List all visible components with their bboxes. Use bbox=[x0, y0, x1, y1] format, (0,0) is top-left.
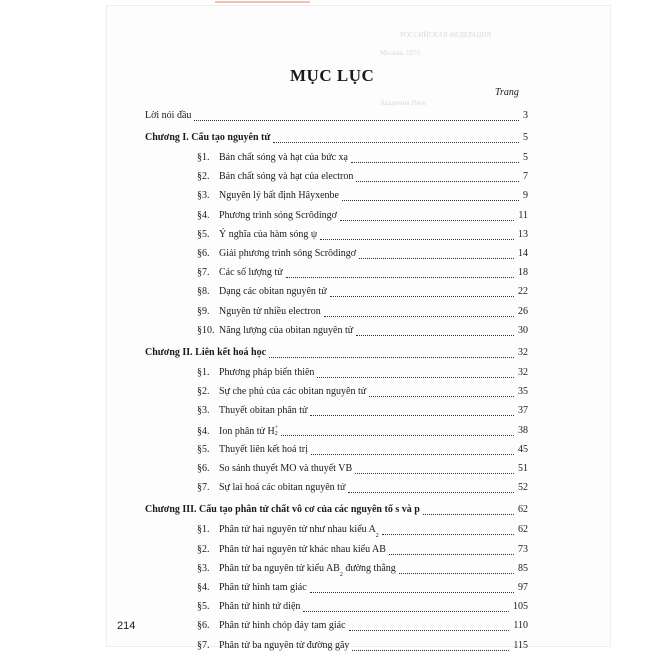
toc-section-row bbox=[0, 581, 651, 597]
dot-leader bbox=[355, 473, 514, 474]
toc-section-row bbox=[0, 170, 651, 186]
dot-leader bbox=[286, 277, 514, 278]
entry-text: Dạng các obitan nguyên tử bbox=[219, 286, 327, 298]
dot-leader bbox=[351, 162, 519, 163]
toc-page-number: 51 bbox=[518, 463, 528, 474]
toc-page-number: 35 bbox=[518, 386, 528, 398]
toc-entry-label bbox=[197, 190, 339, 202]
section-number: §5. bbox=[197, 228, 210, 240]
dot-leader bbox=[310, 592, 514, 593]
toc-section-row bbox=[0, 228, 651, 244]
section-number: §4. bbox=[197, 209, 210, 221]
toc-entry-label bbox=[197, 267, 283, 279]
toc-page-number: 73 bbox=[518, 543, 528, 555]
toc-entry-label bbox=[197, 524, 379, 539]
toc-section-row bbox=[0, 619, 651, 635]
dot-leader bbox=[356, 335, 514, 336]
section-number: §5. bbox=[197, 443, 210, 455]
toc-entry-label bbox=[197, 210, 337, 222]
toc-entry-label bbox=[145, 110, 191, 122]
toc-page-number: 62 bbox=[518, 504, 528, 516]
section-number: §6. bbox=[197, 620, 210, 632]
entry-text: Ý nghĩa của hàm sóng ψ bbox=[219, 228, 318, 240]
entry-text: Phân tử hình chóp đáy tam giác bbox=[219, 620, 346, 632]
toc-entry-label bbox=[145, 347, 266, 359]
dot-leader bbox=[310, 415, 514, 416]
dot-leader bbox=[340, 220, 514, 221]
entry-text: Bản chất sóng và hạt của bức xạ bbox=[219, 152, 348, 163]
toc-chapter-row bbox=[0, 131, 651, 147]
entry-text: Phân tử ba nguyên tử kiểu AB bbox=[219, 562, 340, 574]
dot-leader bbox=[320, 239, 514, 240]
section-number: §9. bbox=[197, 305, 210, 317]
toc-entry-label bbox=[197, 286, 327, 298]
section-number: §4. bbox=[197, 425, 210, 437]
dot-leader bbox=[423, 514, 514, 515]
entry-text: Giải phương trình sóng Scrôdingơ bbox=[219, 248, 357, 259]
superscript: + bbox=[274, 424, 279, 431]
entry-text: Các số lượng tử bbox=[219, 267, 283, 279]
toc-entry-label bbox=[197, 425, 278, 438]
toc-section-row bbox=[0, 424, 651, 440]
toc-entry-label bbox=[197, 306, 321, 318]
subscript: 2 bbox=[375, 533, 379, 540]
toc-preface-row bbox=[0, 109, 651, 125]
dot-leader bbox=[369, 396, 514, 397]
toc-section-row bbox=[0, 366, 651, 382]
dot-leader bbox=[389, 554, 514, 555]
toc-page-number: 97 bbox=[518, 582, 528, 593]
section-number: §5. bbox=[197, 601, 210, 613]
toc-page-number: 52 bbox=[518, 482, 528, 494]
entry-text: Sự lai hoá các obitan nguyên tử bbox=[219, 482, 346, 494]
toc-entry-label bbox=[197, 640, 349, 652]
toc-entry-label bbox=[197, 405, 307, 417]
dot-leader bbox=[359, 258, 514, 259]
toc-entry-label bbox=[197, 463, 352, 475]
dot-leader bbox=[349, 630, 510, 631]
dot-leader bbox=[194, 120, 519, 121]
toc-page-number: 26 bbox=[518, 305, 528, 317]
dot-leader bbox=[324, 316, 514, 317]
toc-page-number: 7 bbox=[523, 171, 528, 183]
section-number: §6. bbox=[197, 463, 210, 474]
section-number: §1. bbox=[197, 524, 210, 536]
toc-page-number: 5 bbox=[523, 132, 528, 143]
toc-chapter-row bbox=[0, 503, 651, 519]
toc-section-row bbox=[0, 481, 651, 497]
toc-entry-label bbox=[197, 248, 356, 260]
toc-page-number: 3 bbox=[523, 110, 528, 121]
toc-entry-label bbox=[145, 132, 270, 144]
entry-text: Lời nói đầu bbox=[145, 110, 192, 121]
entry-text: Chương II. Liên kết hoá học bbox=[145, 347, 267, 358]
page-title: MỤC LỤC bbox=[290, 66, 375, 85]
toc-entry-label bbox=[197, 601, 300, 613]
page-column-header: Trang bbox=[495, 87, 519, 98]
toc-page-number: 38 bbox=[518, 424, 528, 436]
section-number: §6. bbox=[197, 248, 210, 259]
entry-text: Ion phân tử H bbox=[219, 425, 275, 437]
toc-section-row bbox=[0, 523, 651, 539]
toc-entry-label bbox=[197, 229, 317, 241]
toc-section-row bbox=[0, 266, 651, 282]
toc-chapter-row bbox=[0, 346, 651, 362]
dot-leader bbox=[273, 142, 519, 143]
section-number: §10. bbox=[197, 324, 215, 336]
toc-page-number: 22 bbox=[518, 286, 528, 298]
toc-entry-label bbox=[197, 171, 353, 183]
toc-page-number: 85 bbox=[518, 562, 528, 574]
entry-text: Phân tử hình tứ diện bbox=[219, 601, 301, 613]
toc-section-row bbox=[0, 562, 651, 578]
toc-page-number: 45 bbox=[518, 443, 528, 455]
dot-leader bbox=[281, 435, 514, 436]
bleed-through-text: Москва, 1970 bbox=[380, 49, 421, 57]
toc-entry-label bbox=[197, 444, 308, 456]
toc-page-number: 14 bbox=[518, 248, 528, 259]
toc-section-row bbox=[0, 462, 651, 478]
toc-section-row bbox=[0, 639, 651, 655]
section-number: §1. bbox=[197, 367, 210, 378]
toc-section-row bbox=[0, 543, 651, 559]
toc-entry-label bbox=[197, 582, 307, 594]
section-number: §7. bbox=[197, 639, 210, 651]
toc-page-number: 18 bbox=[518, 267, 528, 279]
toc-entry-label bbox=[197, 563, 396, 578]
toc-page-number: 62 bbox=[518, 524, 528, 536]
toc-section-row bbox=[0, 385, 651, 401]
toc-page-number: 13 bbox=[518, 228, 528, 240]
toc-section-row bbox=[0, 600, 651, 616]
entry-text: Phân tử hình tam giác bbox=[219, 582, 307, 593]
bleed-through-text: РОССИЙСКАЯ ФЕДЕРАЦИЯ bbox=[400, 31, 492, 39]
dot-leader bbox=[303, 611, 509, 612]
toc-entry-label bbox=[197, 544, 386, 556]
toc-page-number: 110 bbox=[513, 620, 528, 632]
entry-text: Bản chất sóng và hạt của electron bbox=[219, 171, 354, 183]
section-number: §7. bbox=[197, 267, 210, 279]
dot-leader bbox=[348, 492, 514, 493]
toc-section-row bbox=[0, 443, 651, 459]
entry-text: Năng lượng của obitan nguyên tử bbox=[219, 324, 354, 336]
dot-leader bbox=[311, 454, 514, 455]
toc-entry-label bbox=[197, 367, 314, 379]
toc-section-row bbox=[0, 247, 651, 263]
section-number: §4. bbox=[197, 582, 210, 593]
section-number: §3. bbox=[197, 190, 210, 202]
toc-entry-label bbox=[197, 152, 348, 164]
subscript: 2 bbox=[339, 571, 343, 578]
dot-leader bbox=[399, 573, 514, 574]
toc-section-row bbox=[0, 285, 651, 301]
entry-text: Phân tử hai nguyên tử như nhau kiểu A bbox=[219, 524, 376, 536]
toc-entry-label bbox=[197, 386, 366, 398]
toc-page-number: 32 bbox=[518, 367, 528, 378]
entry-text: Phương pháp biến thiên bbox=[219, 367, 315, 378]
entry-text: Phân tử hai nguyên tử khác nhau kiểu AB bbox=[219, 543, 386, 555]
entry-text: Chương I. Cấu tạo nguyên tử bbox=[145, 132, 271, 143]
toc-page-number: 11 bbox=[518, 209, 528, 221]
section-number: §1. bbox=[197, 152, 210, 163]
toc-page-number: 115 bbox=[513, 639, 528, 651]
toc-entry-label bbox=[197, 620, 346, 632]
section-number: §3. bbox=[197, 405, 210, 417]
entry-text: Phân tử ba nguyên tử đường gãy bbox=[219, 639, 350, 651]
section-number: §2. bbox=[197, 543, 210, 555]
entry-text: Chương III. Cấu tạo phân tử chất vô cơ của các nguyên tố s và p bbox=[145, 504, 420, 516]
section-number: §3. bbox=[197, 562, 210, 574]
toc-section-row bbox=[0, 189, 651, 205]
page-number: 214 bbox=[117, 620, 136, 632]
toc-page-number: 37 bbox=[518, 405, 528, 417]
toc-section-row bbox=[0, 324, 651, 340]
toc-section-row bbox=[0, 404, 651, 420]
dot-leader bbox=[342, 200, 519, 201]
toc-entry-label bbox=[197, 482, 345, 494]
toc-section-row bbox=[0, 209, 651, 225]
section-number: §8. bbox=[197, 286, 210, 298]
dot-leader bbox=[352, 650, 509, 651]
toc-page-number: 105 bbox=[513, 601, 528, 613]
toc-section-row bbox=[0, 151, 651, 167]
entry-text: Phương trình sóng Scrôdingơ bbox=[219, 209, 337, 221]
dot-leader bbox=[330, 296, 514, 297]
dot-leader bbox=[356, 181, 519, 182]
bleed-through-text: Академия Наук bbox=[380, 99, 426, 107]
dot-leader bbox=[269, 357, 514, 358]
entry-text: Nguyên lý bất định Hâyxenbe bbox=[219, 190, 339, 202]
toc-section-row bbox=[0, 305, 651, 321]
entry-text: Thuyết liên kết hoá trị bbox=[219, 443, 308, 455]
entry-text: Thuyết obitan phân tử bbox=[219, 405, 308, 417]
dot-leader bbox=[317, 377, 514, 378]
entry-text: Nguyên tử nhiều electron bbox=[219, 305, 321, 317]
entry-text: So sánh thuyết MO và thuyết VB bbox=[219, 463, 353, 474]
toc-page-number: 32 bbox=[518, 347, 528, 358]
section-number: §2. bbox=[197, 171, 210, 183]
subscript: 2 bbox=[274, 430, 278, 437]
section-number: §2. bbox=[197, 386, 210, 398]
toc-entry-label bbox=[197, 325, 353, 337]
toc-page-number: 5 bbox=[523, 152, 528, 163]
toc-page-number: 30 bbox=[518, 324, 528, 336]
dot-leader bbox=[382, 534, 514, 535]
toc-entry-label bbox=[145, 504, 420, 516]
toc-page-number: 9 bbox=[523, 190, 528, 202]
entry-text: Sự che phủ của các obitan nguyên tử bbox=[219, 386, 367, 398]
section-number: §7. bbox=[197, 482, 210, 494]
entry-text-tail: đường thẳng bbox=[342, 562, 396, 574]
